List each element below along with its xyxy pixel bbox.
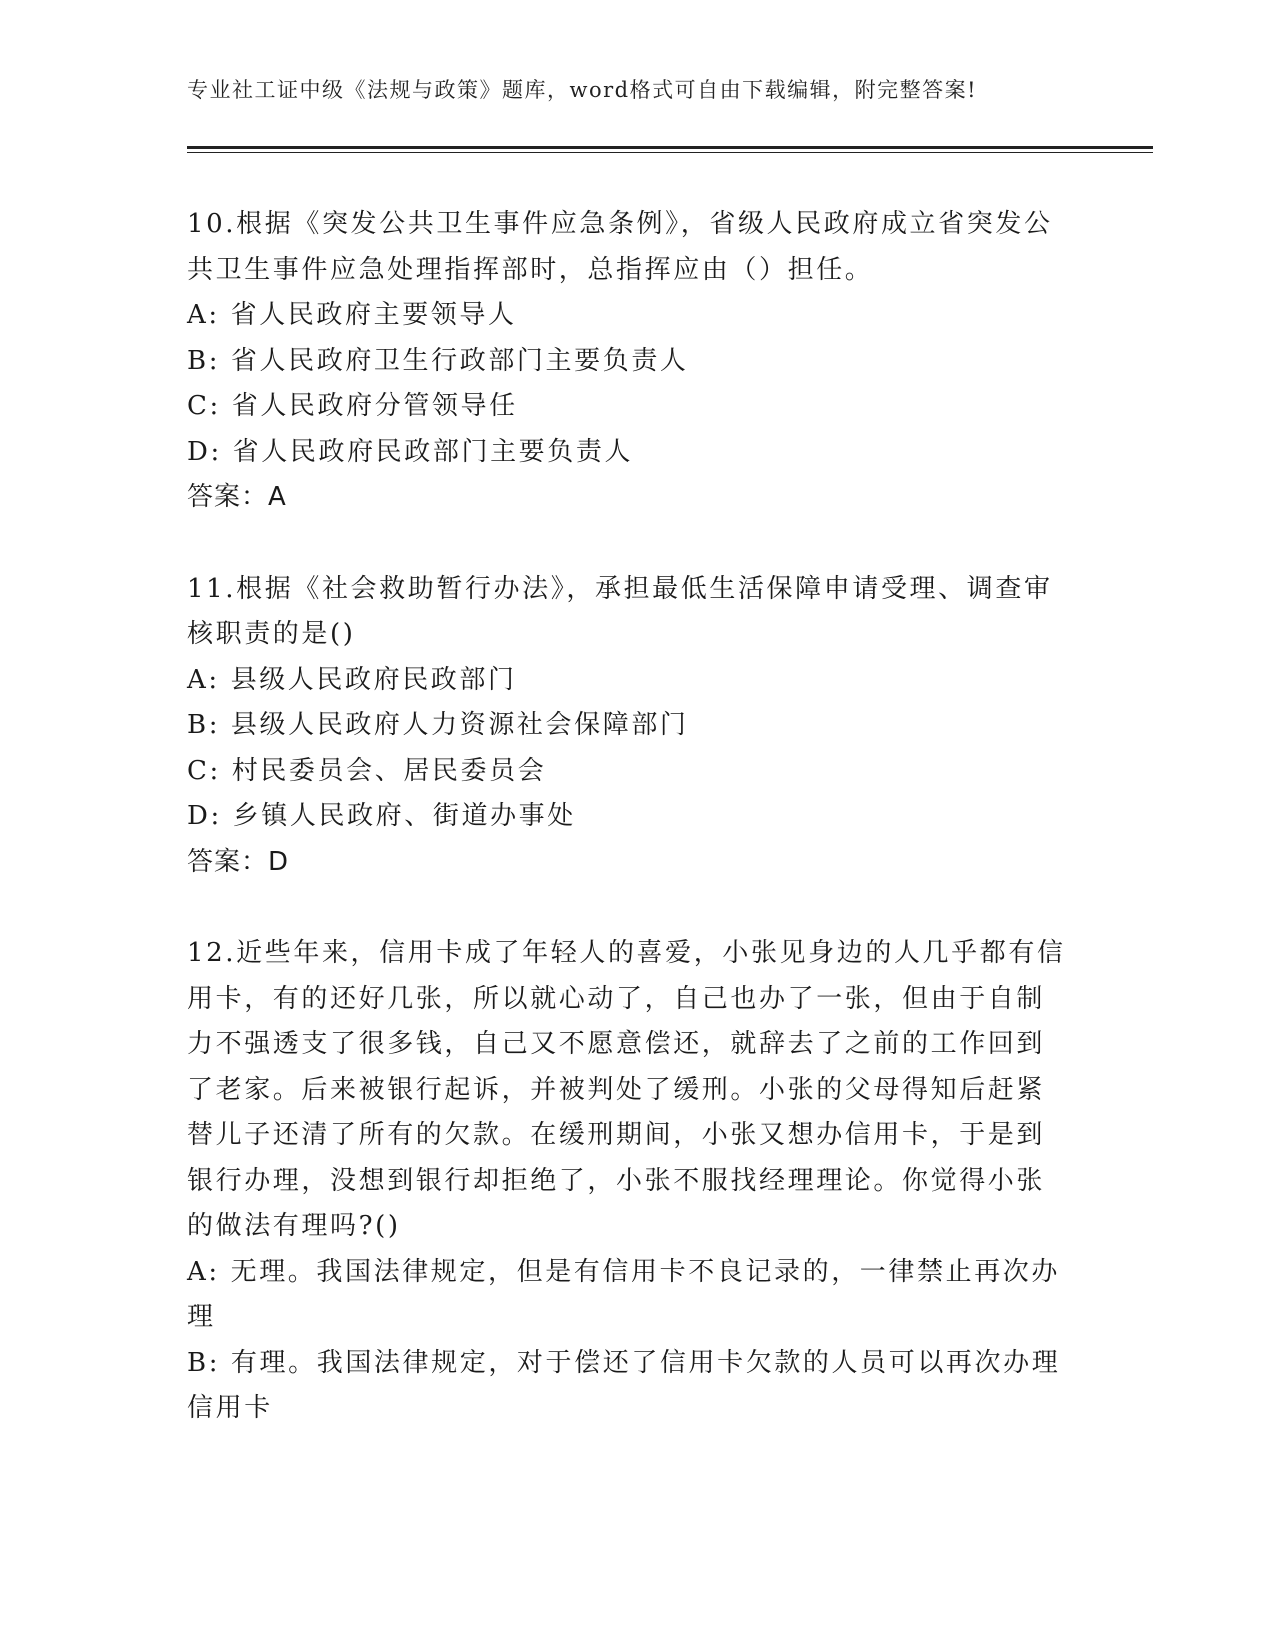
option-line: A: 县级人民政府民政部门 — [187, 664, 517, 695]
question-list — [187, 202, 1087, 1478]
question-stem-line: 替儿子还清了所有的欠款。在缓刑期间，小张又想办信用卡，于是到 — [187, 1120, 1046, 1150]
option-line: A: 无理。我国法律规定，但是有信用卡不良记录的，一律禁止再次办 — [187, 1256, 1061, 1287]
question-stem-line: 10.根据《突发公共卫生事件应急条例》，省级人民政府成立省突发公 — [187, 209, 1053, 239]
question-block — [187, 202, 1087, 521]
question-stem-line: 力不强透支了很多钱，自己又不愿意偿还，就辞去了之前的工作回到 — [187, 1029, 1046, 1059]
header-divider-thick — [187, 146, 1153, 149]
question-block — [187, 567, 1087, 886]
option-line: B: 省人民政府卫生行政部门主要负责人 — [187, 345, 689, 376]
answer-line: 答案：D — [187, 846, 290, 877]
answer-line: 答案：A — [187, 482, 287, 512]
question-stem-line: 银行办理，没想到银行却拒绝了，小张不服找经理理论。你觉得小张 — [187, 1165, 1046, 1196]
question-stem-line: 用卡，有的还好几张，所以就心动了，自己也办了一张，但由于自制 — [187, 983, 1046, 1014]
question-stem-line: 了老家。后来被银行起诉，并被判处了缓刑。小张的父母得知后赶紧 — [187, 1074, 1046, 1105]
header-divider-thin — [187, 152, 1153, 153]
option-line: B: 县级人民政府人力资源社会保障部门 — [187, 710, 689, 740]
option-line: C: 省人民政府分管领导任 — [187, 391, 518, 421]
question-stem-line: 共卫生事件应急处理指挥部时，总指挥应由（）担任。 — [187, 254, 874, 285]
question-block — [187, 931, 1087, 1432]
question-stem-line: 的做法有理吗?() — [187, 1211, 401, 1241]
option-line: D: 省人民政府民政部门主要负责人 — [187, 436, 634, 467]
option-line: B: 有理。我国法律规定，对于偿还了信用卡欠款的人员可以再次办理 — [187, 1347, 1061, 1378]
option-line: C: 村民委员会、居民委员会 — [187, 755, 547, 786]
page-header: 专业社工证中级《法规与政策》题库，word格式可自由下载编辑，附完整答案! — [187, 78, 978, 102]
option-line: A: 省人民政府主要领导人 — [187, 300, 517, 330]
question-stem-line: 11.根据《社会救助暂行办法》，承担最低生活保障申请受理、调查审 — [187, 573, 1053, 604]
option-line: 信用卡 — [187, 1393, 273, 1423]
option-line: D: 乡镇人民政府、街道办事处 — [187, 801, 576, 831]
question-stem-line: 核职责的是() — [187, 619, 356, 649]
question-stem-line: 12.近些年来，信用卡成了年轻人的喜爱，小张见身边的人几乎都有信 — [187, 938, 1066, 968]
option-line: 理 — [187, 1302, 216, 1332]
